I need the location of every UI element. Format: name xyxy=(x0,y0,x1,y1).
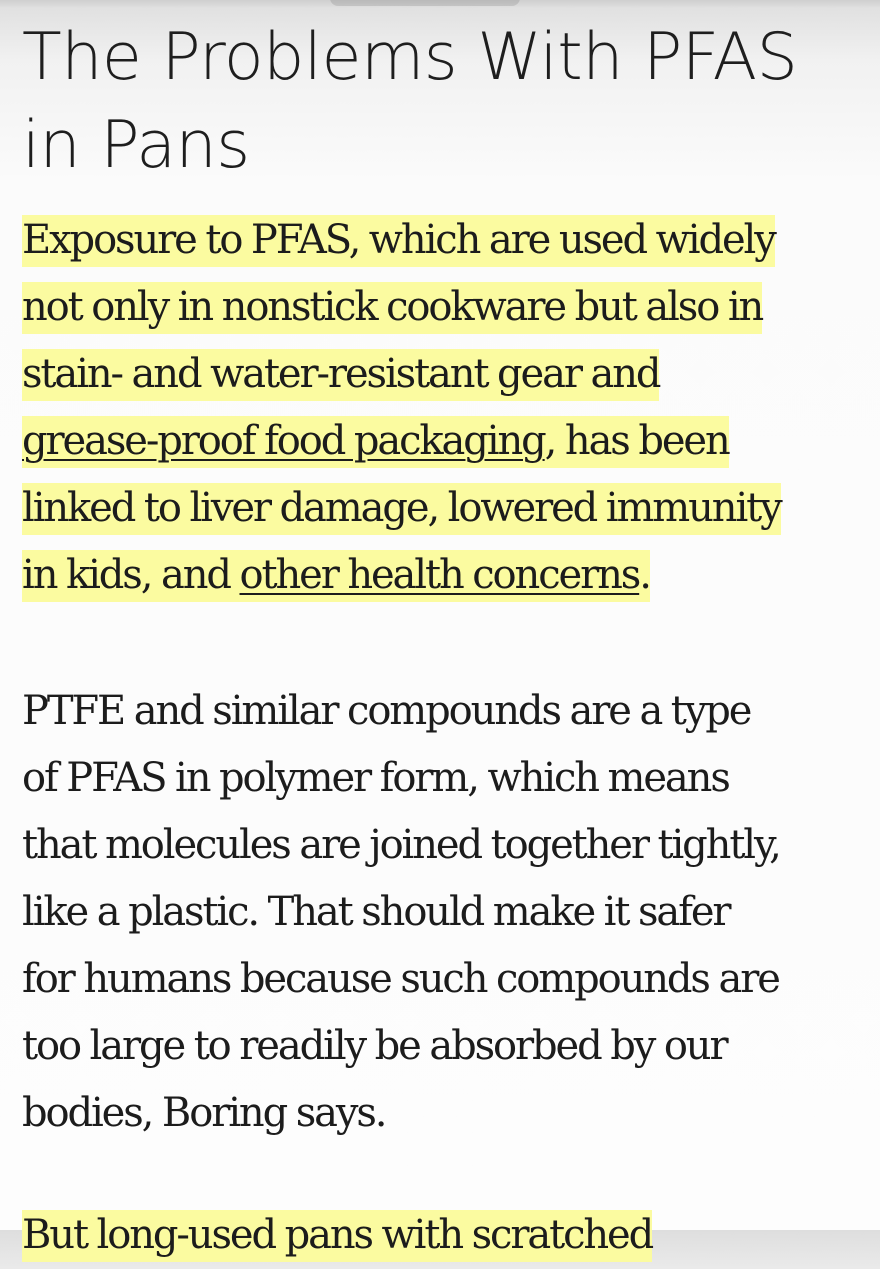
paragraph-line xyxy=(22,475,872,542)
paragraph-text: . xyxy=(639,552,650,598)
paragraph-line: like a plastic. That should make it safer xyxy=(22,889,730,935)
cropped-top-element xyxy=(330,0,520,6)
highlighted-paragraph xyxy=(22,207,872,609)
highlighted-text xyxy=(22,416,729,468)
heading-line: in Pans xyxy=(22,108,250,183)
paragraph-text: , has been xyxy=(544,418,729,464)
highlighted-paragraph-partial xyxy=(22,1202,872,1269)
paragraph-text: in kids, and xyxy=(22,552,240,598)
paragraph-line: that molecules are joined together tightly, xyxy=(22,822,780,868)
article-heading xyxy=(22,14,872,190)
grease-proof-food-packaging-link[interactable]: grease-proof food packaging xyxy=(22,418,545,464)
highlighted-text: linked to liver damage, lowered immunity xyxy=(22,483,781,535)
paragraph-line xyxy=(22,408,872,475)
paragraph-line: bodies, Boring says. xyxy=(22,1090,386,1136)
paragraph-line xyxy=(22,1202,872,1269)
highlighted-text: Exposure to PFAS, which are used widely xyxy=(22,215,775,267)
paragraph-line xyxy=(22,341,872,408)
article-content xyxy=(22,14,872,1269)
highlighted-text: stain- and water-resistant gear and xyxy=(22,349,659,401)
other-health-concerns-link[interactable]: other health concerns xyxy=(239,552,640,598)
paragraph-line: PTFE and similar compounds are a type xyxy=(22,688,751,734)
highlighted-text: not only in nonstick cookware but also in xyxy=(22,282,762,334)
highlighted-text: But long-used pans with scratched xyxy=(22,1210,652,1262)
paragraph-line xyxy=(22,274,872,341)
paragraph-line: for humans because such compounds are xyxy=(22,956,779,1002)
highlighted-text xyxy=(22,550,650,602)
body-paragraph xyxy=(22,678,872,1147)
paragraph-line xyxy=(22,207,872,274)
paragraph-line xyxy=(22,542,872,609)
paragraph-line: too large to readily be absorbed by our xyxy=(22,1023,727,1069)
heading-line: The Problems With PFAS xyxy=(22,20,798,95)
paragraph-line: of PFAS in polymer form, which means xyxy=(22,755,729,801)
